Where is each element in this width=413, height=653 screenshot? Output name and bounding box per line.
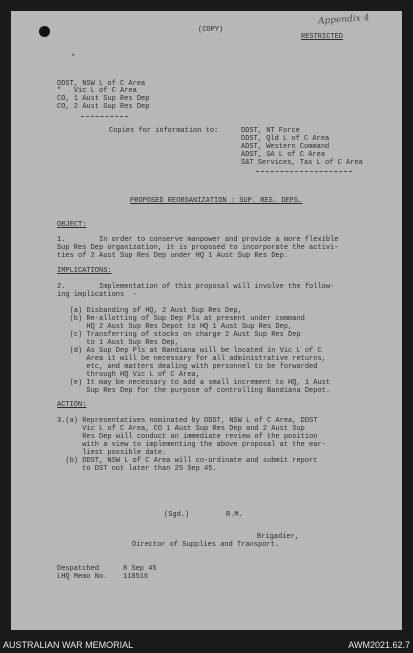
text-line: (a) Disbanding of HQ, 2 Aust Sup Res Dep, (57, 307, 242, 315)
copy-recipient: DDST, Qld L of C Area (241, 135, 330, 143)
text-line: Vic L of C Area, CO 1 Aust Sup Res Dep and 2 Aust Sup (57, 425, 305, 433)
text-line: ties of 2 Aust Sup Res Dep under HQ 1 Aust Sup Res Dep. (57, 252, 289, 260)
text-line: 1. In order to conserve manpower and provide a more flexible (57, 236, 339, 244)
separator (256, 171, 352, 172)
text-line: Res Dep will conduct an immediate review of the position (57, 433, 318, 441)
separator (81, 116, 128, 117)
text-line: liest possible date. (57, 449, 167, 457)
handwritten-annotation: Appendix 4 (317, 13, 370, 27)
text-line: to 1 Aust Sup Res Dep, (57, 339, 179, 347)
footer-accession: AWM2021.62.7 (348, 640, 410, 650)
text-line: HQ 2 Aust Sup Res Depot to HQ 1 Aust Sup Res Dep, (57, 323, 293, 331)
restricted-label: RESTRICTED (301, 33, 344, 41)
text-line: ing implications - (57, 291, 137, 299)
document-title: PROPOSED REORGANIZATION : SUP. RES. DEPS. (130, 197, 303, 205)
text-line: Sup Res Dep organization, it is proposed to incorporate the activi- (57, 244, 339, 252)
signatory-initials: R.M. (226, 511, 243, 519)
object-heading: OBJECT: (57, 221, 87, 229)
text-line: 2. Implementation of this proposal will involve the follow- (57, 283, 335, 291)
text-line: Area it will be necessary for all administrative returns, (57, 355, 326, 363)
addressee-line: " Vic L of C Area (57, 87, 137, 95)
text-line: 3.(a) Representatives nominated by DDST, NSW L of C Area, DDST (57, 417, 318, 425)
copies-label: Copies for information to: (109, 127, 219, 135)
addressee-line: DDST, NSW L of C Area (57, 80, 146, 88)
copy-recipient: DDST, NT Force (241, 127, 300, 135)
memo-number: 118516 (123, 573, 149, 581)
copy-recipient: S&T Services, Tas L of C Area (241, 159, 363, 167)
addressee-line: CO, 2 Aust Sup Res Dep (57, 103, 150, 111)
action-heading: ACTION: (57, 401, 87, 409)
text-line: with a view to implementing the above proposal at the ear- (57, 441, 326, 449)
text-line: through HQ Vic L of C Area, (57, 371, 200, 379)
signatory-rank: Brigadier, (257, 533, 300, 541)
text-line: to DST not later than 25 Sep 45. (57, 465, 217, 473)
text-line: (b) Re-allotting of Sup Dep Pls at present under command (57, 315, 305, 323)
copy-label: (COPY) (198, 26, 224, 34)
text-line: Sup Res Dep for the purpose of controlling Bandiana Depot. (57, 387, 331, 395)
implications-heading: IMPLICATIONS: (57, 267, 112, 275)
despatched-date: 8 Sep 45 (123, 565, 157, 573)
punch-hole (39, 26, 50, 37)
text-line: (b) DDST, NSW L of C Area will co-ordinate and submit report (57, 457, 318, 465)
text-line: (d) As Sup Dep Pls at Bandiana will be located in Vic L of C (57, 347, 322, 355)
despatched-label: Despatched (57, 565, 100, 573)
memo-label: LHQ Memo No. (57, 573, 108, 581)
footer-bar (0, 636, 413, 653)
text-line: etc, and matters dealing with personnel to be forwarded (57, 363, 318, 371)
copy-recipient: ADST, Western Command (241, 143, 330, 151)
signatory-appointment: Director of Supplies and Transport. (132, 541, 280, 549)
signed-label: (Sgd.) (164, 511, 190, 519)
margin-mark: * (71, 54, 76, 62)
copy-recipient: ADST, SA L of C Area (241, 151, 326, 159)
addressee-line: CO, 1 Aust Sup Res Dep (57, 95, 150, 103)
text-line: (e) It may be necessary to add a small increment to HQ, 1 Aust (57, 379, 331, 387)
footer-institution: AUSTRALIAN WAR MEMORIAL (3, 640, 134, 650)
text-line: (c) Transferring of stocks on charge 2 Aust Sup Res Dep (57, 331, 301, 339)
